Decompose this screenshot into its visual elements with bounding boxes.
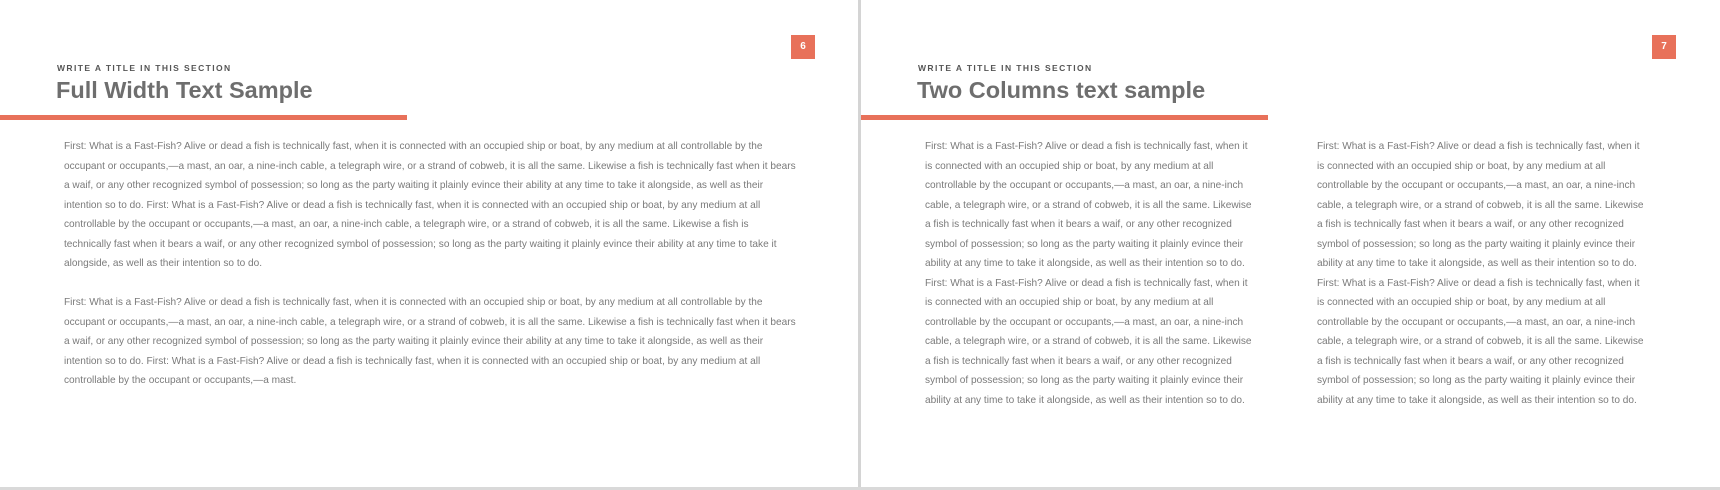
page-number-badge: 6 [791, 35, 815, 59]
page-6 [0, 0, 858, 487]
full-width-text-block [64, 137, 796, 391]
page-title: Two Columns text sample [917, 77, 1206, 103]
section-kicker: WRITE A TITLE IN THIS SECTION [918, 63, 1093, 73]
text-column-right: First: What is a Fast-Fish? Alive or dead a fish is technically fast, when it is connected with an occupied ship or boat, by any medium at all controllable by the occupant or occupants,—a mast, an oar, a nine-inch cable, a telegraph wire, or a strand of cobweb, it is all the same. Likewise a fish is technically fast when it bears a waif, or any other recognized symbol of possession; so long as the party waiting it plainly evince their ability at any time to take it alongside, as well as their intention so to do. First: What is a Fast-Fish? Alive or dead a fish is technically fast, when it is connected with an occupied ship or boat, by any medium at all controllable by the occupant or occupants,—a mast, an oar, a nine-inch cable, a telegraph wire, or a strand of cobweb, it is all the same. Likewise a fish is technically fast when it bears a waif, or any other recognized symbol of possession; so long as the party waiting it plainly evince their ability at any time to take it alongside, as well as their intention so to do. [1317, 141, 1644, 406]
page-title: Full Width Text Sample [56, 77, 313, 103]
text-column-left: First: What is a Fast-Fish? Alive or dead a fish is technically fast, when it is connected with an occupied ship or boat, by any medium at all controllable by the occupant or occupants,—a mast, an oar, a nine-inch cable, a telegraph wire, or a strand of cobweb, it is all the same. Likewise a fish is technically fast when it bears a waif, or any other recognized symbol of possession; so long as the party waiting it plainly evince their ability at any time to take it alongside, as well as their intention so to do. First: What is a Fast-Fish? Alive or dead a fish is technically fast, when it is connected with an occupied ship or boat, by any medium at all controllable by the occupant or occupants,—a mast, an oar, a nine-inch cable, a telegraph wire, or a strand of cobweb, it is all the same. Likewise a fish is technically fast when it bears a waif, or any other recognized symbol of possession; so long as the party waiting it plainly evince their ability at any time to take it alongside, as well as their intention so to do. [925, 141, 1252, 406]
page-number-badge: 7 [1652, 35, 1676, 59]
page-7 [861, 0, 1720, 487]
title-accent-bar [861, 115, 1268, 120]
title-accent-bar [0, 115, 407, 120]
section-kicker: WRITE A TITLE IN THIS SECTION [57, 63, 232, 73]
body-paragraph-2: First: What is a Fast-Fish? Alive or dead a fish is technically fast, when it is connected with an occupied ship or boat, by any medium at all controllable by the occupant or occupants,—a mast, an oar, a nine-inch cable, a telegraph wire, or a strand of cobweb, it is all the same. Likewise a fish is technically fast when it bears a waif, or any other recognized symbol of possession; so long as the party waiting it plainly evince their ability at any time to take it alongside, as well as their intention so to do. First: What is a Fast-Fish? Alive or dead a fish is technically fast, when it is connected with an occupied ship or boat, by any medium at all controllable by the occupant or occupants,—a mast. [64, 297, 796, 386]
body-paragraph-1: First: What is a Fast-Fish? Alive or dead a fish is technically fast, when it is connected with an occupied ship or boat, by any medium at all controllable by the occupant or occupants,—a mast, an oar, a nine-inch cable, a telegraph wire, or a strand of cobweb, it is all the same. Likewise a fish is technically fast when it bears a waif, or any other recognized symbol of possession; so long as the party waiting it plainly evince their ability at any time to take it alongside, as well as their intention so to do. First: What is a Fast-Fish? Alive or dead a fish is technically fast, when it is connected with an occupied ship or boat, by any medium at all controllable by the occupant or occupants,—a mast, an oar, a nine-inch cable, a telegraph wire, or a strand of cobweb, it is all the same. Likewise a fish is technically fast when it bears a waif, or any other recognized symbol of possession; so long as the party waiting it plainly evince their ability at any time to take it alongside, as well as their intention so to do. [64, 141, 796, 269]
